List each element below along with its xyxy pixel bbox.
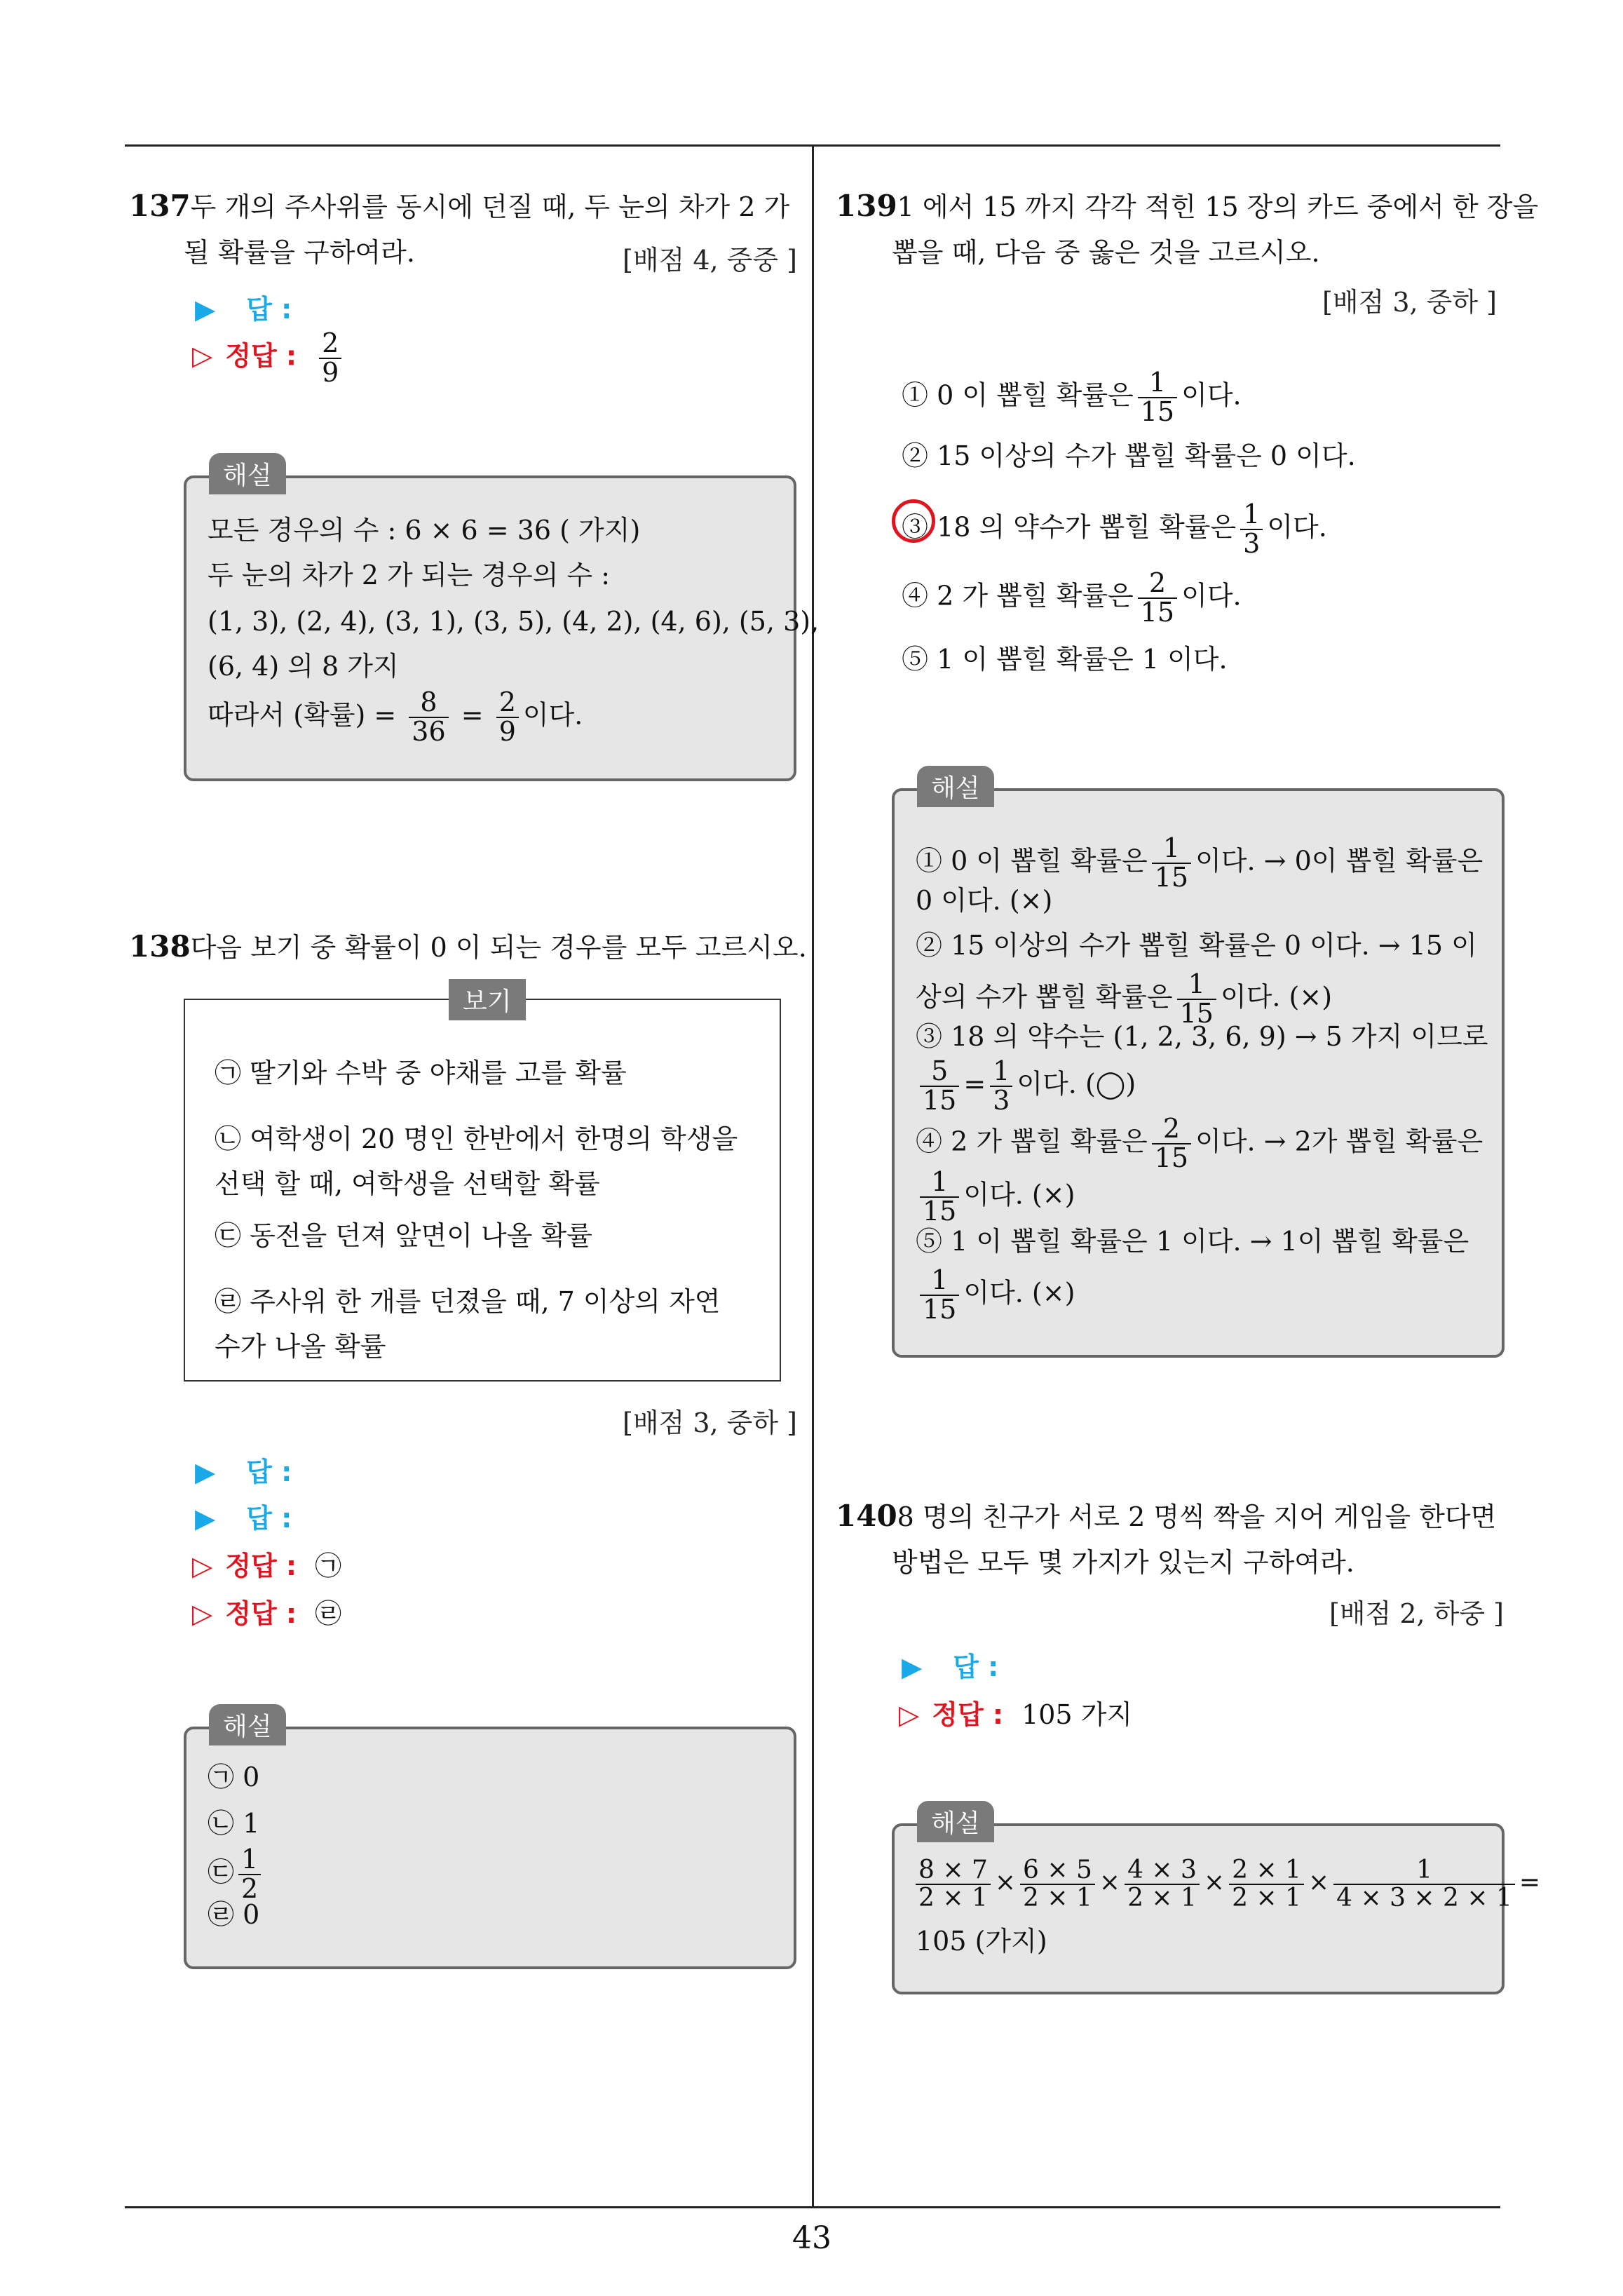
q138-line1 <box>129 924 807 970</box>
q138-explanation-box <box>184 1727 796 1969</box>
q138-item-2a: ㉡ 여학생이 20 명인 한반에서 한명의 학생을 <box>215 1123 738 1154</box>
q137-answer <box>195 288 292 326</box>
play-icon: ▶ <box>195 294 216 325</box>
q139-exp7: ④ 2 가 뽑힐 확률은 $\frac{2}{15}$ 이다. → 2가 뽑힐 확률은 <box>916 1113 1483 1173</box>
q138-text1: 다음 보기 중 확률이 0 이 되는 경우를 모두 고르시오. <box>190 932 807 963</box>
q139-exp5: ③ 18 의 약수는 (1, 2, 3, 6, 9) → 5 가지 이므로 <box>916 1021 1488 1052</box>
q139-option-1: ① 0 이 뽑힐 확률은 $\frac{1}{15}$ 이다. <box>902 367 1242 427</box>
q140-line2: 방법은 모두 몇 가지가 있는지 구하여라. <box>892 1547 1354 1578</box>
q138-item-4a: ㉣ 주사위 한 개를 던졌을 때, 7 이상의 자연 <box>215 1286 721 1317</box>
q138-item-3: ㉢ 동전을 던져 앞면이 나올 확률 <box>215 1220 592 1251</box>
q138-solution-1: ▷ 정답 : ㉠ <box>192 1551 342 1581</box>
q140-solution: ▷ 정답 : 105 가지 <box>899 1699 1133 1730</box>
q138-solution-2: ▷ 정답 : ㉣ <box>192 1598 342 1629</box>
q138-exp4: ㉣ 0 <box>208 1899 260 1930</box>
page-number: 43 <box>792 2220 831 2256</box>
q140-line1 <box>836 1494 1496 1539</box>
q137-exp1: 모든 경우의 수 : 6 × 6 = 36 ( 가지) <box>208 515 641 546</box>
q139-exp3: ② 15 이상의 수가 뽑힐 확률은 0 이다. → 15 이 <box>916 930 1477 961</box>
q138-explanation-tag: 해설 <box>209 1704 286 1745</box>
q139-option-3: ③ 18 의 약수가 뽑힐 확률은 $\frac{1}{3}$ 이다. <box>902 499 1327 559</box>
q139-exp10: $\frac{1}{15}$ 이다. (×) <box>916 1267 1075 1324</box>
q138-number: 138 <box>129 929 191 964</box>
q138-exp2: ㉡ 1 <box>208 1808 260 1839</box>
q139-meta: [배점 3, 중하 ] <box>1322 287 1497 318</box>
q138-answer-1: ▶ 답 : <box>195 1457 292 1487</box>
q137-line1 <box>129 184 789 229</box>
q137-exp2: 두 눈의 차가 2 가 되는 경우의 수 : <box>208 560 611 590</box>
bottom-rule <box>125 2206 1500 2208</box>
q139-exp2: 0 이다. (×) <box>916 885 1053 916</box>
q137-line2: 될 확률을 구하여라. <box>184 237 415 268</box>
q138-bogi-tag: 보기 <box>449 979 526 1020</box>
q138-meta: [배점 3, 중하 ] <box>623 1407 797 1438</box>
q137-meta: [배점 4, 중중 ] <box>623 245 797 276</box>
q137-number: 137 <box>129 189 191 223</box>
q137-solution-label: 정답 : <box>225 340 297 372</box>
column-divider <box>812 144 814 2206</box>
q139-exp9: ⑤ 1 이 뽑힐 확률은 1 이다. → 1이 뽑힐 확률은 <box>916 1226 1469 1257</box>
q138-item-2b: 선택 할 때, 여학생을 선택할 확률 <box>215 1168 600 1199</box>
play-icon: ▶ <box>902 1652 923 1682</box>
q139-option-4: ④ 2 가 뽑힐 확률은 $\frac{2}{15}$ 이다. <box>902 567 1242 628</box>
outline-play-icon: ▷ <box>192 340 213 372</box>
q139-exp1: ① 0 이 뽑힐 확률은 $\frac{1}{15}$ 이다. → 0이 뽑힐 확률은 <box>916 832 1483 893</box>
q139-exp8: $\frac{1}{15}$ 이다. (×) <box>916 1168 1075 1226</box>
outline-play-icon: ▷ <box>192 1598 213 1629</box>
q137-text1: 두 개의 주사위를 동시에 던질 때, 두 눈의 차가 2 가 <box>190 191 790 222</box>
outline-play-icon: ▷ <box>192 1551 213 1581</box>
q138-item-1: ㉠ 딸기와 수박 중 야채를 고를 확률 <box>215 1058 627 1088</box>
q139-line2: 뽑을 때, 다음 중 옳은 것을 고르시오. <box>892 237 1320 268</box>
q137-answer-label: 답 : <box>246 294 292 325</box>
q139-option-2: ② 15 이상의 수가 뽑힐 확률은 0 이다. <box>902 440 1356 471</box>
q140-answer: ▶ 답 : <box>902 1652 999 1682</box>
q137-solution <box>192 327 346 388</box>
q138-exp1: ㉠ 0 <box>208 1762 260 1792</box>
play-icon: ▶ <box>195 1457 216 1487</box>
q140-exp-formula: $\frac{8 \times 7}{2 \times 1}$ × $\frac{6 \times 5}{2 \times 1}$ × $\frac{4 \times 3}{2 \times 1}$ × $\frac{2 \times 1}{2 \times 1}$ × $\frac{1}{4 \times 3 \times 2 \times 1}$ = <box>911 1857 1540 1912</box>
q139-option-5: ⑤ 1 이 뽑힐 확률은 1 이다. <box>902 644 1228 675</box>
q137-exp4: (6, 4) 의 8 가지 <box>208 651 399 682</box>
q139-number: 139 <box>836 189 897 223</box>
q137-solution-fraction: $\frac{2}{9}$ <box>319 330 341 387</box>
q139-exp4: 상의 수가 뽑힐 확률은 $\frac{1}{15}$ 이다. (×) <box>916 968 1333 1029</box>
q138-answer-2: ▶ 답 : <box>195 1503 292 1534</box>
q138-exp3: ㉢ $\frac{1}{2}$ <box>208 1846 265 1903</box>
q137-exp5: 따라서 (확률) = $\frac{8}{36}$ = $\frac{2}{9}$ 이다. <box>208 687 583 747</box>
q139-text1: 1 에서 15 까지 각각 적힌 15 장의 카드 중에서 한 장을 <box>897 191 1539 222</box>
q138-item-4b: 수가 나올 확률 <box>215 1331 386 1362</box>
q139-exp6: $\frac{5}{15}$ = $\frac{1}{3}$ 이다. (◯) <box>916 1058 1136 1115</box>
q137-exp3: (1, 3), (2, 4), (3, 1), (3, 5), (4, 2), (4, 6), (5, 3), <box>208 606 820 637</box>
q140-explanation-tag: 해설 <box>917 1801 994 1842</box>
q140-number: 140 <box>836 1499 897 1533</box>
q139-explanation-tag: 해설 <box>917 766 994 807</box>
q140-meta: [배점 2, 하중 ] <box>1329 1598 1504 1629</box>
play-icon: ▶ <box>195 1503 216 1534</box>
q137-explanation-tag: 해설 <box>209 453 286 494</box>
q140-text1: 8 명의 친구가 서로 2 명씩 짝을 지어 게임을 한다면 <box>897 1501 1497 1532</box>
outline-play-icon: ▷ <box>899 1699 920 1730</box>
q140-exp-result: 105 (가지) <box>916 1926 1047 1957</box>
q139-line1 <box>836 184 1538 229</box>
